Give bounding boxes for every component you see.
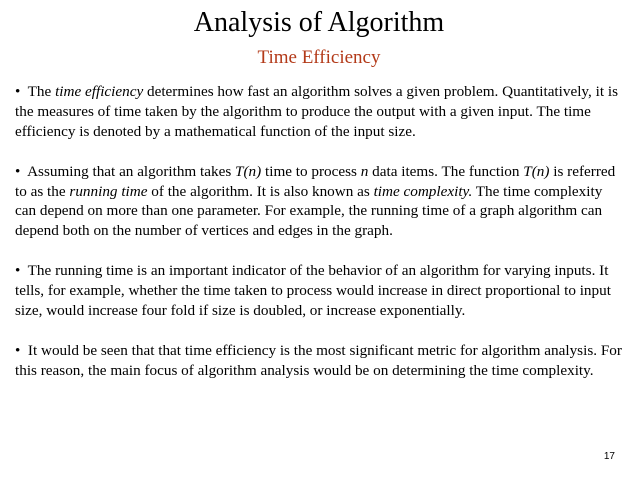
page-number: 17 xyxy=(603,451,615,462)
term-n: n xyxy=(360,162,369,180)
bullet: • xyxy=(15,262,21,280)
term-running-time: running time xyxy=(69,182,148,200)
paragraph-significant-metric: • It would be seen that that time efficiency is the most significant metric for algorithm analysis. For this reason, the main focus of algorithm analysis would be on determining the time complexity. xyxy=(15,341,622,379)
slide-body xyxy=(15,82,625,400)
term-t-of-n: T(n) xyxy=(235,162,262,180)
slide-subtitle: Time Efficiency xyxy=(257,47,381,68)
term-time-efficiency: time efficiency xyxy=(55,83,144,100)
term-t-of-n: T(n) xyxy=(523,162,550,180)
term-time-complexity: time complexity. xyxy=(373,182,473,200)
paragraph-running-time: • Assuming that an algorithm takes T(n) time to process n data items. The function T(n) is referred to as the running time of the algorithm. It is also known as time complexity. The time complexity can depend on more than one parameter. For example, the running time of a graph algorithm can depend both on the number of vertices and edges in the graph. xyxy=(15,162,616,240)
paragraph-time-efficiency: • The time efficiency determines how fast an algorithm solves a given problem. Quantitatively, it is the measures of time taken by the algorithm to produce the output with a given input. The time efficiency is denoted by a mathematical function of the input size. xyxy=(15,83,618,140)
bullet: • xyxy=(15,83,21,100)
bullet: • xyxy=(15,162,21,180)
paragraph-running-time-indicator: • The running time is an important indicator of the behavior of an algorithm for varying inputs. It tells, for example, whether the time taken to process would increase in direct proportional to input size, would increase four fold if size is doubled, or increase exponentially. xyxy=(15,262,611,319)
bullet: • xyxy=(15,341,21,359)
slide-title: Analysis of Algorithm xyxy=(193,7,445,38)
